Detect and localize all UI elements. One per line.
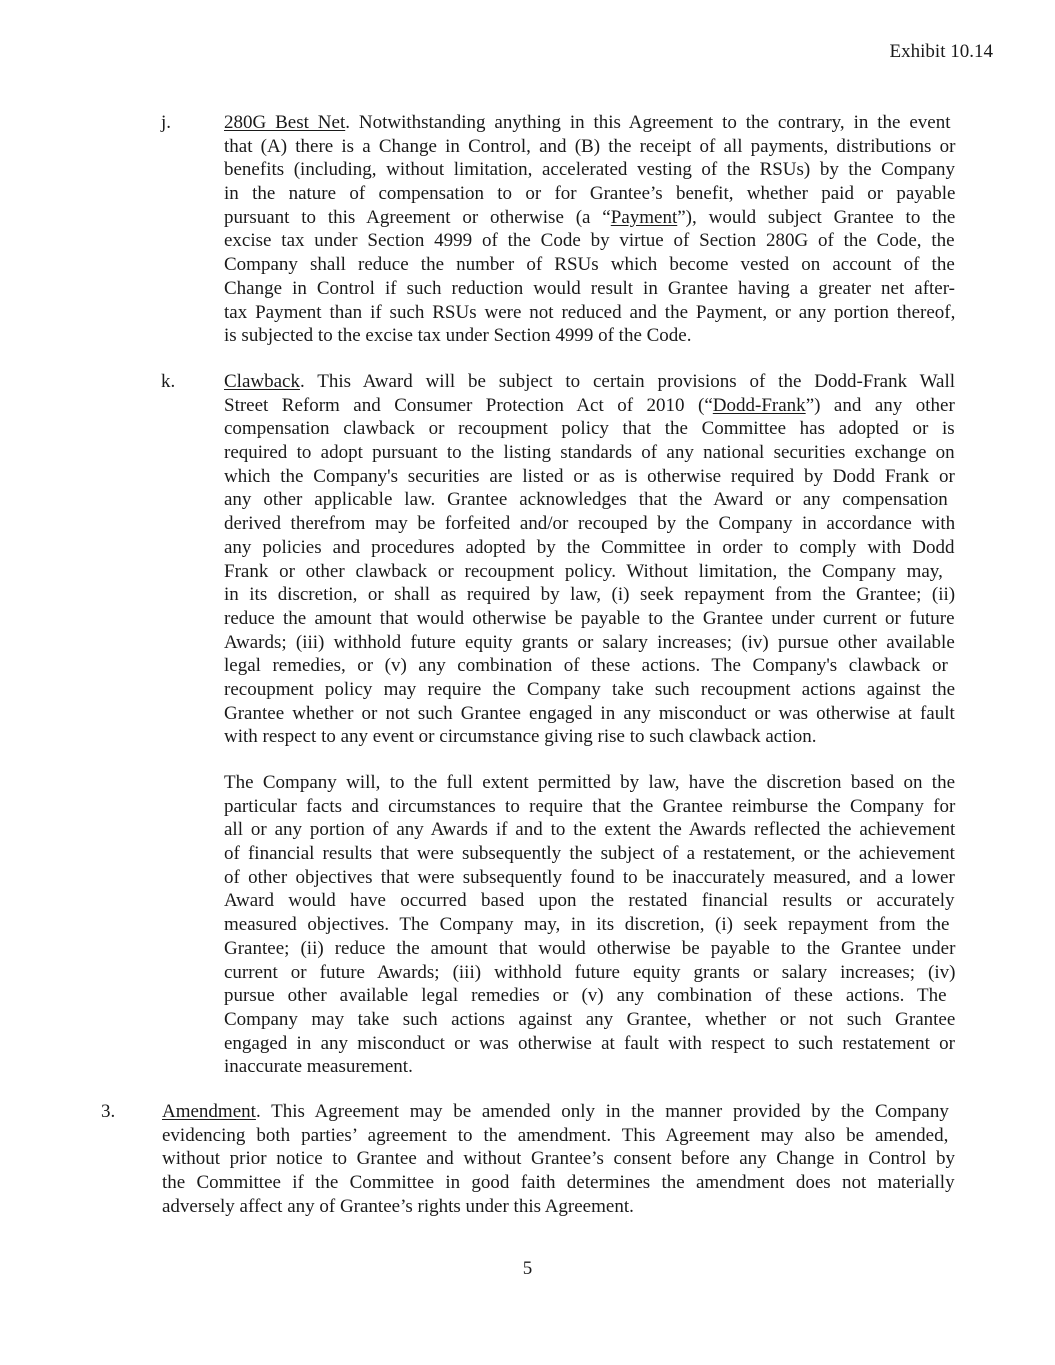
text-line: legal remedies, or (v) any combination of these actions. The Company's clawback or	[224, 655, 948, 677]
text-line: tax Payment than if such RSUs were not reduced and the Payment, or any portion thereof,	[224, 301, 956, 323]
text-line: required to adopt pursuant to the listing standards of any national securities exchange on	[224, 442, 955, 464]
text-line: Street Reform and Consumer Protection Act of 2010 (“Dodd-Frank”) and any other	[224, 394, 955, 416]
text-line: Company shall reduce the number of RSUs which become vested on account of the	[224, 254, 955, 276]
text-line: evidencing both parties’ agreement to the amendment. This Agreement may also be amended,	[162, 1124, 949, 1146]
text-line: which the Company's securities are listed or as is otherwise required by Dodd Frank or	[224, 465, 955, 487]
text-line: with respect to any event or circumstance giving rise to such clawback action.	[224, 726, 817, 748]
section-k-body	[224, 370, 955, 749]
text-line: Awards; (iii) withhold future equity grants or salary increases; (iv) pursue other available	[224, 631, 955, 653]
text-line: 280G Best Net. Notwithstanding anything in this Agreement to the contrary, in the event	[224, 112, 951, 133]
page-number: 5	[522, 1258, 533, 1279]
text-line: particular facts and circumstances to require that the Grantee reimburse the Company for	[224, 795, 956, 817]
text-line: measured objectives. The Company may, in its discretion, (i) seek repayment from the	[224, 914, 950, 936]
text-line: inaccurate measurement.	[224, 1056, 413, 1078]
text-line: in the nature of compensation to or for Grantee’s benefit, whether paid or payable	[224, 183, 956, 205]
text-line: adversely affect any of Grantee’s rights under this Agreement.	[162, 1195, 634, 1217]
section-title: Amendment	[162, 1101, 256, 1122]
text-line: any policies and procedures adopted by the Committee in order to comply with Dodd	[224, 536, 955, 558]
section-title: 280G Best Net	[224, 112, 346, 133]
text-line: Change in Control if such reduction would result in Grantee having a greater net after-	[224, 277, 956, 299]
text-line: current or future Awards; (iii) withhold future equity grants or salary increases; (iv)	[224, 961, 956, 983]
text-line: engaged in any misconduct or was otherwise at fault with respect to such restatement or	[224, 1032, 955, 1054]
text-line: Clawback. This Award will be subject to certain provisions of the Dodd-Frank Wall	[224, 371, 955, 392]
section-marker: 3.	[101, 1101, 116, 1122]
text-line: Award would have occurred based upon the restated financial results or accurately	[224, 890, 955, 912]
text-line: The Company will, to the full extent permitted by law, have the discretion based on the	[224, 772, 956, 793]
defined-term-payment: Payment	[610, 206, 678, 228]
text-line: benefits (including, without limitation, accelerated vesting of the RSUs) by the Company	[224, 159, 956, 181]
section-j-body	[224, 111, 955, 348]
exhibit-label: Exhibit 10.14	[889, 41, 993, 62]
text-line: is subjected to the excise tax under Section 4999 of the Code.	[224, 325, 692, 347]
text-line: Grantee whether or not such Grantee engaged in any misconduct or was otherwise at fault	[224, 702, 955, 724]
section-title: Clawback	[224, 371, 300, 392]
text-line: the Committee if the Committee in good faith determines the amendment does not materially	[162, 1172, 955, 1194]
text-line: any other applicable law. Grantee acknowledges that the Award or any compensation	[224, 489, 948, 511]
section-3-body	[162, 1100, 955, 1218]
text-line: of financial results that were subsequently the subject of a restatement, or the achievement	[224, 843, 955, 865]
text-line: in its discretion, or shall as required by law, (i) seek repayment from the Grantee; (ii)	[224, 584, 956, 606]
text-line: pursuant to this Agreement or otherwise (a “Payment”), would subject Grantee to the	[224, 206, 956, 228]
text-line: compensation clawback or recoupment policy that the Committee has adopted or is	[224, 418, 955, 440]
text-line: Amendment. This Agreement may be amended only in the manner provided by the Company	[162, 1101, 949, 1122]
text-line: excise tax under Section 4999 of the Code by virtue of Section 280G of the Code, the	[224, 230, 955, 252]
text-line: that (A) there is a Change in Control, and (B) the receipt of all payments, distributions or	[224, 135, 956, 157]
text-line: reduce the amount that would otherwise be payable to the Grantee under current or future	[224, 607, 955, 629]
text-line: of other objectives that were subsequently found to be inaccurately measured, and a lower	[224, 866, 955, 888]
text-line: pursue other available legal remedies or (v) any combination of these actions. The	[224, 985, 947, 1007]
section-marker: k.	[161, 371, 176, 392]
text-line: all or any portion of any Awards if and to the extent the Awards reflected the achievement	[224, 819, 956, 841]
section-marker: j.	[161, 112, 172, 133]
text-line: Frank or other clawback or recoupment policy. Without limitation, the Company may,	[224, 560, 943, 582]
text-line: Grantee; (ii) reduce the amount that would otherwise be payable to the Grantee under	[224, 937, 956, 959]
text-line: derived therefrom may be forfeited and/or recouped by the Company in accordance with	[224, 513, 956, 535]
defined-term-dodd-frank: Dodd-Frank	[712, 394, 806, 416]
section-k-paragraph-2	[224, 771, 955, 1079]
text-line: without prior notice to Grantee and without Grantee’s consent before any Change in Control by	[162, 1148, 955, 1170]
text-line: Company may take such actions against any Grantee, whether or not such Grantee	[224, 1008, 956, 1030]
text-line: recoupment policy may require the Company take such recoupment actions against the	[224, 678, 956, 700]
